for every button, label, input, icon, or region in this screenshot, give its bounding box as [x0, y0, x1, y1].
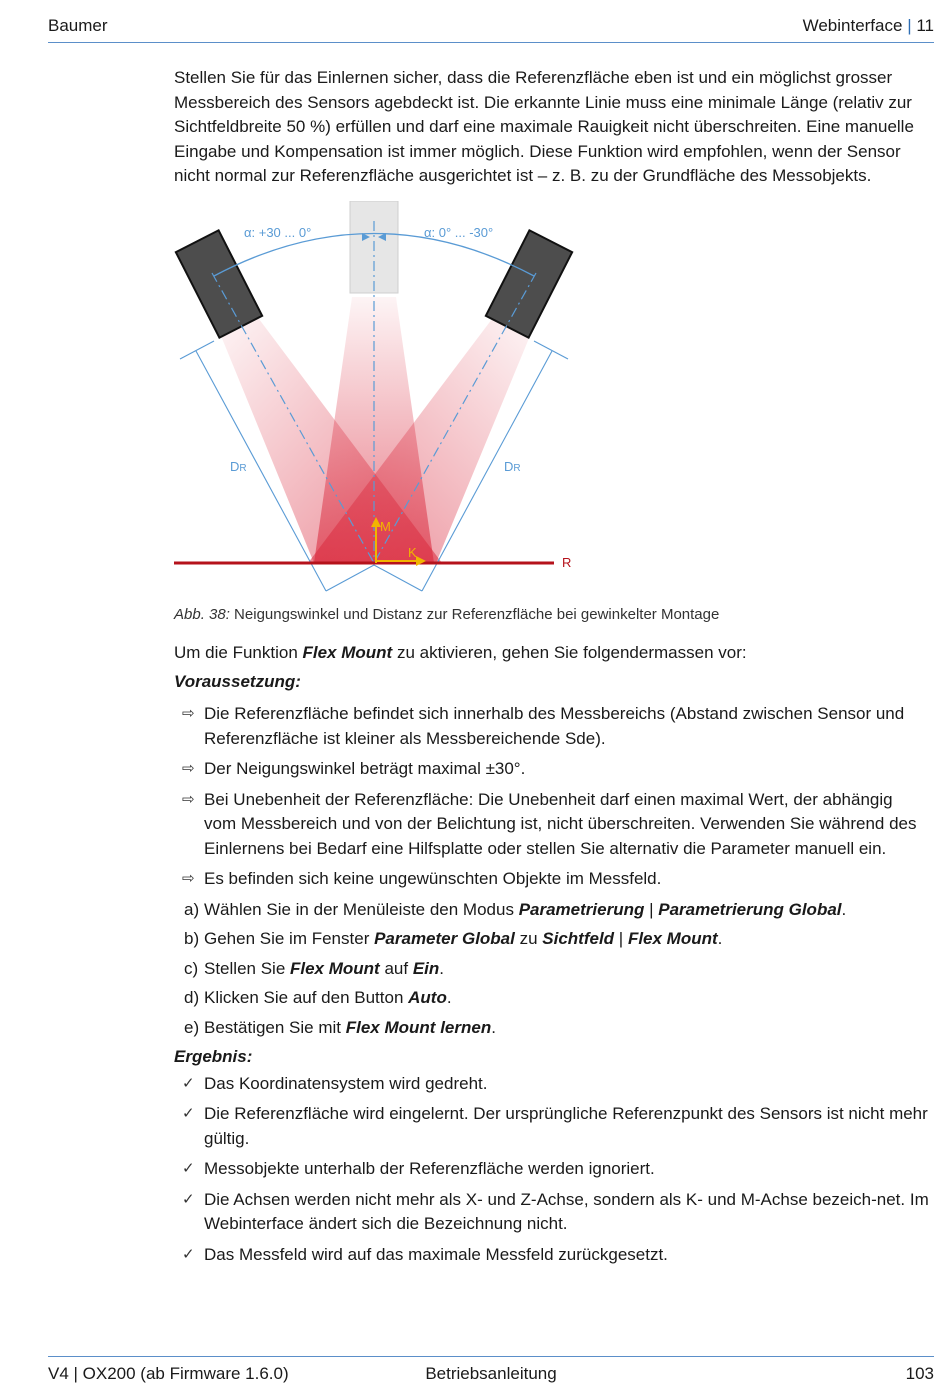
prereq-heading: Voraussetzung:: [174, 671, 301, 691]
result-text: Die Referenzfläche wird eingelernt. Der ursprüngliche Referenzpunkt des Sensors ist nicht mehr gültig.: [204, 1104, 928, 1148]
sensor-left: [176, 230, 262, 337]
check-icon: ✓: [182, 1245, 195, 1263]
dr-left-label: DR: [230, 458, 247, 474]
footer-version: V4 | OX200 (ab Firmware 1.6.0): [48, 1364, 289, 1383]
step-marker: e): [184, 1017, 200, 1037]
list-item: [174, 867, 929, 892]
prereq-text: Der Neigungswinkel beträgt maximal ±30°.: [204, 759, 526, 778]
step-marker: c): [184, 958, 199, 978]
arrow-icon: ⇨: [182, 705, 195, 722]
result-text: Die Achsen werden nicht mehr als X- und Z-Achse, sondern als K- und M-Achse bezeich-net. Im Webinterface ändert sich die Bezeichnung nicht.: [204, 1189, 929, 1233]
header-section-title: Webinterface: [802, 16, 903, 35]
lead-text-c: zu aktivieren, gehen Sie folgendermassen vor:: [392, 643, 747, 662]
result-text: Messobjekte unterhalb der Referenzfläche werden ignoriert.: [204, 1159, 655, 1178]
arrow-icon: ⇨: [182, 870, 195, 887]
prereq-list: [174, 702, 929, 892]
alpha-left-label: α: +30 ... 0°: [244, 224, 312, 240]
sensor-right: [486, 230, 572, 337]
step-marker: b): [184, 929, 200, 948]
lead-emphasis: Flex Mount: [302, 643, 393, 662]
page-body: [174, 66, 929, 1273]
check-icon: ✓: [182, 1105, 195, 1122]
list-item: [174, 1243, 929, 1268]
footer-page-number: 103: [905, 1364, 934, 1383]
header-separator: |: [907, 16, 912, 35]
step-e: e) Bestätigen Sie mit Flex Mount lernen.: [174, 1016, 929, 1041]
figure: [174, 201, 594, 601]
lead-paragraph: [174, 641, 929, 666]
header-chapter-number: 11: [916, 16, 934, 35]
step-a: a) Wählen Sie in der Menüleiste den Modus Parametrierung | Parametrierung Global.: [174, 898, 929, 923]
mounting-diagram: [174, 201, 594, 601]
distance-left-tick: [180, 341, 214, 359]
header-section: [803, 16, 934, 36]
step-d: d) Klicken Sie auf den Button Auto.: [174, 986, 929, 1011]
alpha-right-label: α: 0° ... -30°: [424, 224, 494, 240]
figure-caption: [174, 603, 929, 628]
intro-paragraph: Stellen Sie für das Einlernen sicher, dass die Referenzfläche eben ist und ein möglichst grosser Messbereich des Sensors agebdeckt ist. Die erkannte Linie muss eine minimale Länge (relativ zur Sichtfeldbreite 50 %) erfüllen und darf eine maximale Rauigkeit nicht überschreiten. Eine manuelle Eingabe und Kompensation ist immer möglich. Diese Funktion wird empfohlen, wenn der Sensor nicht normal zur Referenzfläche ausgerichtet ist – z. B. zu der Grundfläche des Messobjekts.: [174, 68, 914, 185]
lead-text-a: Um die Funktion: [174, 643, 303, 662]
m-label: M: [380, 518, 391, 534]
list-item: [174, 1157, 929, 1182]
list-item: [174, 757, 929, 782]
result-heading: Ergebnis:: [174, 1047, 253, 1066]
step-c: c) Stellen Sie Flex Mount auf Ein.: [174, 957, 929, 982]
dr-right-label: DR: [504, 458, 521, 474]
page-header: [48, 14, 934, 43]
footer-doc-type: Betriebsanleitung: [425, 1364, 557, 1383]
result-text: Das Messfeld wird auf das maximale Messfeld zurückgesetzt.: [204, 1244, 668, 1264]
result-list: [174, 1072, 929, 1268]
distance-bottom-link: [326, 565, 422, 591]
list-item: [174, 788, 929, 862]
list-item: [174, 702, 929, 751]
prereq-text: Es befinden sich keine ungewünschten Objekte im Messfeld.: [204, 869, 662, 888]
header-brand: Baumer: [48, 16, 108, 35]
prereq-text: Die Referenzfläche befindet sich innerhalb des Messbereichs (Abstand zwischen Sensor und Referenzfläche ist kleiner als Messbereichende Sde).: [204, 704, 905, 748]
check-icon: ✓: [182, 1074, 195, 1092]
step-marker: a): [184, 899, 200, 919]
step-b: b) Gehen Sie im Fenster Parameter Global zu Sichtfeld | Flex Mount.: [174, 927, 929, 952]
distance-right-tick: [534, 341, 568, 359]
check-icon: ✓: [182, 1190, 195, 1208]
surface-r-label: R: [562, 554, 572, 570]
list-item: [174, 1102, 929, 1151]
result-text: Das Koordinatensystem wird gedreht.: [204, 1073, 488, 1093]
step-list: [174, 898, 929, 1041]
caption-text: Neigungswinkel und Distanz zur Referenzfläche bei gewinkelter Montage: [229, 605, 720, 623]
arrow-icon: ⇨: [182, 760, 195, 777]
list-item: [174, 1188, 929, 1237]
page-footer: [48, 1356, 934, 1383]
prereq-text: Bei Unebenheit der Referenzfläche: Die Unebenheit darf einen maximal Wert, der abhängig vom Messbereich und von der Belichtung ist, nicht überschreiten. Verwenden Sie während des Einlernens bei Bedarf eine Hilfsplatte oder stellen Sie alternativ die Parameter manuell ein.: [204, 789, 917, 858]
step-marker: d): [184, 988, 200, 1007]
k-label: K: [408, 544, 417, 560]
caption-prefix: Abb. 38:: [174, 605, 230, 623]
list-item: [174, 1072, 929, 1097]
check-icon: ✓: [182, 1160, 195, 1177]
arrow-icon: ⇨: [182, 790, 195, 808]
